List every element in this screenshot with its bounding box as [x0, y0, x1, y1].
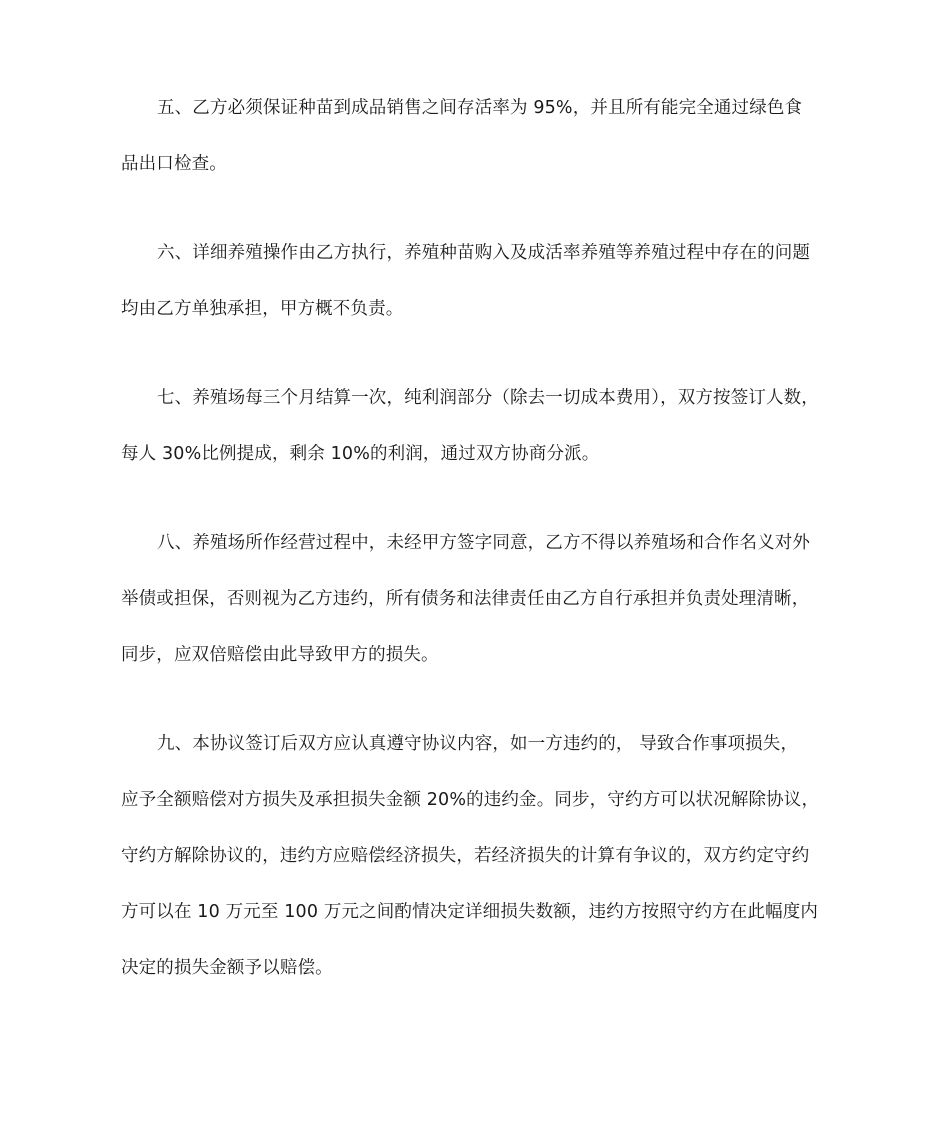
- clause-7-line-2: 每人 30%比例提成，剩余 10%的利润，通过双方协商分派。: [121, 444, 600, 464]
- clause-9-line-4: 方可以在 10 万元至 100 万元之间酌情决定详细损失数额，违约方按照守约方在此幅度内: [121, 902, 819, 922]
- clause-8-line-1: 八、养殖场所作经营过程中，未经甲方签字同意，乙方不得以养殖场和合作名义对外: [157, 533, 811, 553]
- clause-9-line-5: 决定的损失金额予以赔偿。: [121, 958, 333, 978]
- clause-9-line-3: 守约方解除协议的，违约方应赔偿经济损失，若经济损失的计算有争议的，双方约定守约: [121, 846, 810, 866]
- clause-8-line-2: 举债或担保，否则视为乙方违约，所有债务和法律责任由乙方自行承担并负责处理清晰，: [121, 589, 810, 609]
- clause-8-line-3: 同步，应双倍赔偿由此导致甲方的损失。: [121, 645, 439, 665]
- clause-6-line-1: 六、详细养殖操作由乙方执行，养殖种苗购入及成活率养殖等养殖过程中存在的问题: [157, 243, 811, 263]
- clause-9-line-1: 九、本协议签订后双方应认真遵守协议内容，如一方违约的， 导致合作事项损失，: [157, 734, 799, 754]
- clause-5-line-2: 品出口检查。: [121, 154, 227, 174]
- clause-6-line-2: 均由乙方单独承担，甲方概不负责。: [121, 299, 404, 319]
- clause-7-line-1: 七、养殖场每三个月结算一次，纯利润部分（除去一切成本费用），双方按签订人数，: [157, 388, 819, 408]
- clause-5-line-1: 五、乙方必须保证种苗到成品销售之间存活率为 95%，并且所有能完全通过绿色食: [157, 98, 803, 118]
- clause-9-line-2: 应予全额赔偿对方损失及承担损失金额 20%的违约金。同步，守约方可以状况解除协议，: [121, 790, 820, 810]
